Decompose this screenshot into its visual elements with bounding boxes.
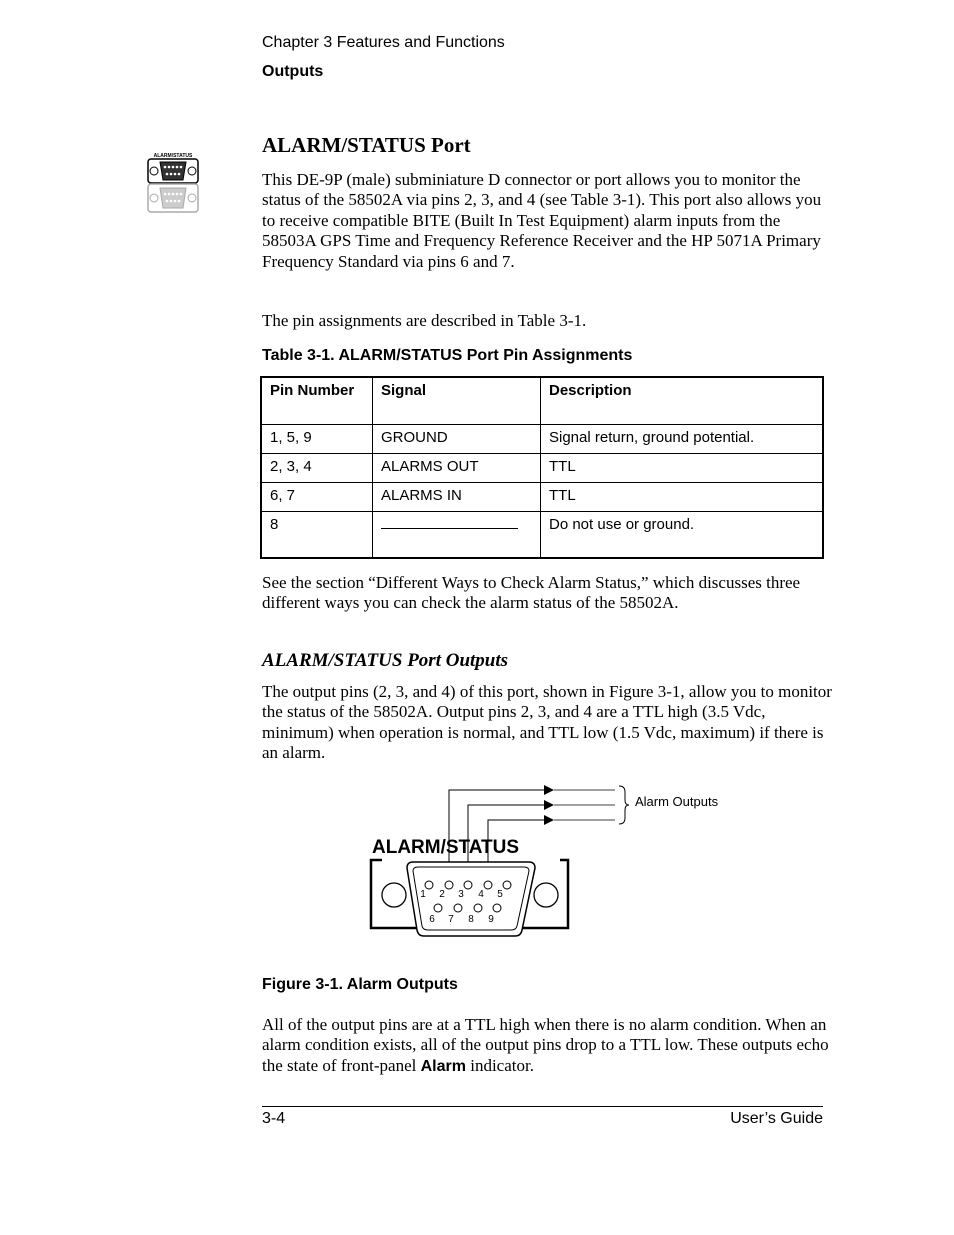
alarm-indicator-emphasis: Alarm (420, 1057, 466, 1075)
pin-number-label: 6 (429, 914, 435, 925)
signal-cell-blank (373, 512, 541, 559)
description-cell: TTL (541, 483, 824, 512)
pin-cell: 2, 3, 4 (261, 454, 373, 483)
description-cell: Do not use or ground. (541, 512, 824, 559)
alarm-outputs-figure (360, 780, 740, 940)
table-row (261, 512, 823, 559)
pin-assignments-table (260, 376, 824, 559)
table-header-row (261, 377, 823, 425)
pin-cell: 8 (261, 512, 373, 559)
description-cell: Signal return, ground potential. (541, 425, 824, 454)
column-header-description: Description (541, 377, 824, 425)
table-caption: Table 3-1. ALARM/STATUS Port Pin Assignments (262, 347, 633, 364)
guide-name: User’s Guide (730, 1110, 823, 1127)
pin-cell: 1, 5, 9 (261, 425, 373, 454)
alarm-outputs-label: Alarm Outputs (635, 794, 719, 809)
pin-number-label: 9 (488, 914, 494, 925)
table-row (261, 425, 823, 454)
subsection-title: ALARM/STATUS Port Outputs (262, 650, 509, 671)
pin-number-label: 8 (468, 914, 474, 925)
column-header-signal: Signal (373, 377, 541, 425)
connector-label: ALARM/STATUS (372, 837, 520, 858)
blank-signal-line (381, 516, 518, 529)
alarm-status-reference-paragraph: See the section “Different Ways to Check Alarm Status,” which discusses three different ways you can check the alarm status of the 58502A. (262, 573, 801, 613)
pin-reference-paragraph: The pin assignments are described in Table 3-1. (262, 311, 587, 330)
running-header-section: Outputs (262, 63, 324, 80)
pin-cell: 6, 7 (261, 483, 373, 512)
outputs-paragraph: The output pins (2, 3, and 4) of this port, shown in Figure 3-1, allow you to monitor the status of the 58502A. Output pins 2, 3, and 4 are a TTL high (3.5 Vdc, minimum) when operation is normal, and TTL low (1.5 Vdc, maximum) if there is an alarm. (262, 682, 832, 763)
pin-number-label: 4 (478, 889, 484, 900)
port-icon-label: ALARM/STATUS (153, 153, 193, 159)
signal-cell: GROUND (373, 425, 541, 454)
pin-number-label: 3 (458, 889, 464, 900)
pin-number-label: 5 (497, 889, 503, 900)
intro-paragraph: This DE-9P (male) subminiature D connector or port allows you to monitor the status of the 58502A via pins 2, 3, and 4 (see Table 3-1). This port also allows you to receive compatible BITE (Built In Test Equipment) alarm inputs from the 58503A GPS Time and Frequency Reference Receiver and the HP 5071A Primary Frequency Standard via pins 6 and 7. (262, 170, 822, 271)
section-title: ALARM/STATUS Port (262, 133, 471, 157)
figure-caption: Figure 3-1. Alarm Outputs (262, 976, 458, 993)
pin-number-label: 1 (420, 889, 426, 900)
signal-cell: ALARMS IN (373, 483, 541, 512)
table-row (261, 483, 823, 512)
closing-paragraph (262, 1015, 832, 1077)
signal-cell: ALARMS OUT (373, 454, 541, 483)
page-number: 3-4 (262, 1110, 286, 1127)
closing-text-start: All of the output pins are at a TTL high when there is no alarm condition. When an alarm condition exists, all of the output pins drop to a TTL low. These outputs echo the state of front-panel (262, 1015, 829, 1075)
pin-number-label: 2 (439, 889, 445, 900)
description-cell: TTL (541, 454, 824, 483)
running-header-chapter: Chapter 3 Features and Functions (262, 34, 505, 51)
footer-rule (262, 1106, 823, 1107)
alarm-status-port-icon (146, 150, 200, 216)
table-row (261, 454, 823, 483)
pin-number-label: 7 (448, 914, 454, 925)
closing-text-end: indicator. (465, 1055, 534, 1075)
column-header-pin: Pin Number (261, 377, 373, 425)
